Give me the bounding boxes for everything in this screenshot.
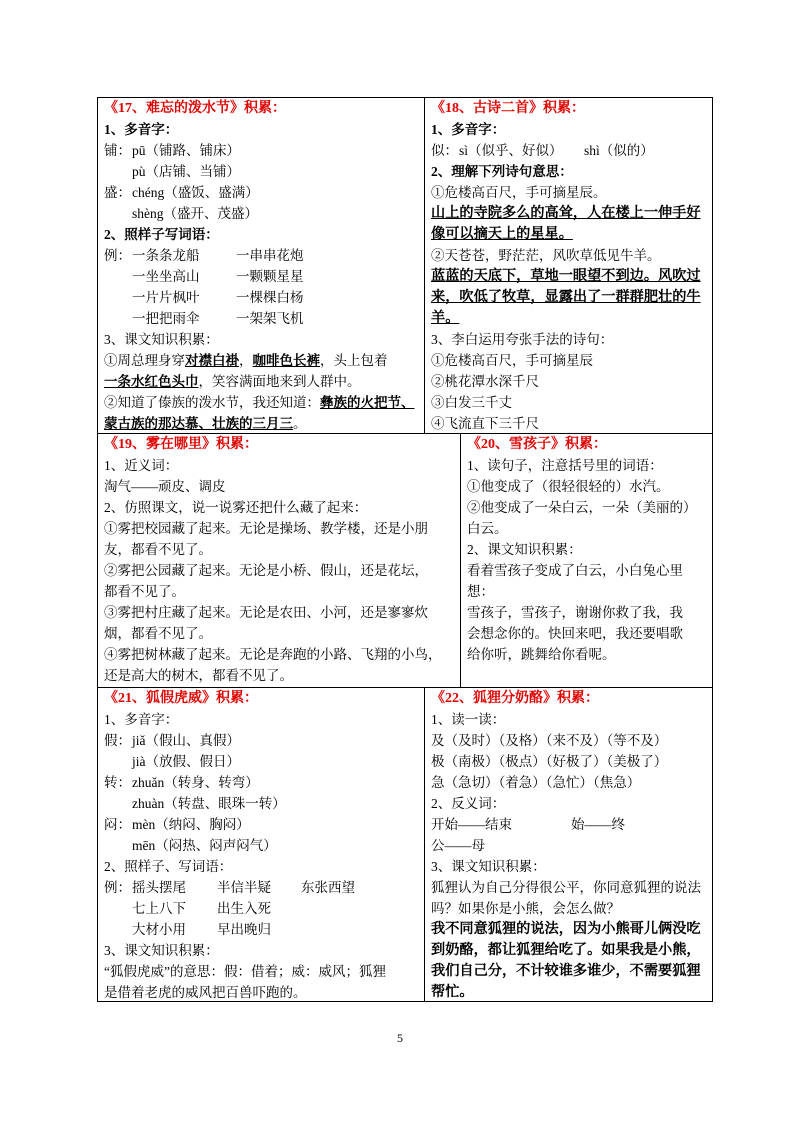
poem-meaning-line: 像可以摘天上的星星。 (431, 226, 573, 242)
read-heading: 1、读句子，注意括号里的词语： (467, 458, 663, 473)
text-run: ，笑容满面地来到人群中。 (198, 374, 361, 389)
lesson20-cell (460, 433, 713, 688)
polyphone-reading: pū（铺路、铺床） (132, 143, 240, 158)
emphasis-run: 蒙古族的那达慕、壮族的三月三 (104, 416, 293, 431)
example-label: 例： (104, 248, 131, 263)
word-row (104, 308, 420, 329)
word: 半信半疑 (217, 880, 271, 895)
text-run: 。 (293, 416, 307, 431)
word: 一颗颗星星 (236, 269, 304, 284)
word: 东张西望 (301, 880, 355, 895)
sentence-line: 烟，都看不见了。 (104, 626, 212, 641)
antonym-pair: 始——终 (571, 817, 625, 832)
knowledge-line: 会想念你的。快回来吧，我还要唱歌 (467, 626, 683, 641)
sentence-line: 都看不见了。 (104, 584, 185, 599)
word-row (104, 287, 420, 308)
answer-line: 我不同意狐狸的说法，因为小熊哥儿俩没吃 (431, 921, 701, 937)
polyphone-jia-line (104, 730, 420, 751)
sentence-line: 还是高大的树木，都看不见了。 (104, 668, 293, 683)
polyphones-heading: 1、多音字： (431, 122, 506, 137)
polyphone-char: 铺： (104, 143, 131, 158)
emphasis-run: 咖啡色长裤 (252, 353, 320, 368)
exaggeration-line: ②桃花潭水深千尺 (431, 374, 539, 389)
polyphone-si-line (431, 140, 708, 161)
knowledge-line: 想： (467, 584, 494, 599)
words-heading: 2、照样子写词语： (104, 227, 219, 242)
emphasis-run: 对襟白褂 (185, 353, 239, 368)
read-heading: 1、读一读： (431, 712, 506, 727)
knowledge-heading: 3、课文知识积累： (104, 943, 219, 958)
polyphone-char: 盛： (104, 185, 131, 200)
lesson20-title: 《20、雪孩子》积累： (467, 437, 607, 452)
lesson21-cell (97, 687, 425, 1002)
sentence-line: ③雾把村庄藏了起来。无论是农田、小河，还是寥寥炊 (104, 605, 428, 620)
sentence-line: 友，都看不见了。 (104, 542, 212, 557)
word: 七上八下 (132, 901, 186, 916)
poem-meaning-line: 羊。 (431, 310, 460, 326)
polyphone-reading: chéng（盛饭、盛满） (132, 185, 259, 200)
antonyms-heading: 2、反义词： (431, 796, 506, 811)
word: 一坐坐高山 (132, 269, 200, 284)
polyphone-reading: zhuǎn（转身、转弯） (132, 775, 259, 790)
sentence-line: ①他变成了（很轻很轻的）水汽。 (467, 479, 670, 494)
polyphone-reading: shì（似的） (584, 143, 654, 158)
knowledge-heading: 2、课文知识积累： (467, 542, 582, 557)
lesson17-title: 《17、难忘的泼水节》积累： (104, 101, 286, 116)
polyphone-zhuan-line (104, 772, 420, 793)
poem-meaning-line: 山上的寺院多么的高耸，人在楼上一伸手好 (431, 205, 701, 221)
sentence-line: 白云。 (467, 521, 508, 536)
word-row (104, 245, 420, 266)
question-line: 吗？如果你是小熊，会怎么做？ (431, 901, 620, 916)
word: 一片片枫叶 (132, 290, 200, 305)
word-row (104, 266, 420, 287)
polyphone-char: 闷： (104, 817, 131, 832)
knowledge-line: “狐假虎威”的意思：假：借着；威：威风；狐狸 (104, 964, 386, 979)
synonyms-line: 淘气——顽皮、调皮 (104, 479, 226, 494)
example-label: 例： (104, 880, 131, 895)
sentence-line: ④雾把树林藏了起来。无论是奔跑的小路、飞翔的小鸟， (104, 647, 442, 662)
poem-line: ①危楼高百尺，手可摘星辰。 (431, 185, 607, 200)
poem-meaning-line: 来，吹低了牧草，显露出了一群群肥壮的牛 (431, 289, 701, 305)
sentence-line: ②他变成了一朵白云，一朵（美丽的） (467, 500, 697, 515)
exaggeration-line: ③白发三千丈 (431, 395, 512, 410)
polyphone-men-line (104, 814, 420, 835)
read-row: 极（南极）（极点）（好极了）（美极了） (431, 754, 668, 769)
polyphone-reading: jià（放假、假日） (132, 754, 240, 769)
word-row (104, 898, 420, 919)
antonym-row (431, 814, 708, 835)
meaning-heading: 2、理解下列诗句意思： (431, 164, 573, 179)
word-row (104, 877, 420, 898)
text-run: ②知道了傣族的泼水节，我还知道： (104, 395, 320, 410)
polyphone-reading: pù（店铺、当铺） (132, 164, 240, 179)
lesson22-cell (424, 687, 713, 1002)
lesson19-cell (97, 433, 461, 688)
words-heading: 2、照样子、写词语： (104, 859, 233, 874)
polyphone-reading: zhuàn（转盘、眼珠一转） (132, 796, 286, 811)
word-row (104, 919, 420, 940)
polyphone-reading: mèn（纳闷、胸闷） (132, 817, 250, 832)
sentence-line: ②雾把公园藏了起来。无论是小桥、假山，还是花坛， (104, 563, 428, 578)
exaggeration-heading: 3、李白运用夸张手法的诗句： (431, 332, 614, 347)
lesson17-cell (97, 97, 425, 434)
polyphone-reading: sì（似乎、好似） (459, 143, 563, 158)
knowledge-line: 给你听，跳舞给你看呢。 (467, 647, 616, 662)
word: 摇头摆尾 (132, 880, 186, 895)
lesson22-title: 《22、狐狸分奶酪》积累： (431, 691, 599, 706)
answer-line: 我们自己分，不计较谁多谁少，不需要狐狸 (431, 963, 701, 979)
synonyms-heading: 1、近义词： (104, 458, 179, 473)
lesson18-title: 《18、古诗二首》积累： (431, 101, 585, 116)
text-run: ，头上包着 (320, 353, 388, 368)
knowledge-item2-line (104, 392, 420, 413)
emphasis-run: 彝族的火把节、 (320, 395, 415, 410)
page-number: 5 (397, 1031, 403, 1045)
word: 一棵棵白杨 (236, 290, 304, 305)
knowledge-line: 雪孩子，雪孩子，谢谢你救了我，我 (467, 605, 683, 620)
polyphones-heading: 1、多音字： (104, 122, 179, 137)
word: 早出晚归 (217, 922, 271, 937)
knowledge-heading: 3、课文知识积累： (431, 859, 546, 874)
polyphone-char: 似： (431, 143, 458, 158)
knowledge-line: 看着雪孩子变成了白云，小白兔心里 (467, 563, 683, 578)
poem-line: ②天苍苍，野茫茫，风吹草低见牛羊。 (431, 248, 661, 263)
word: 一架架飞机 (236, 311, 304, 326)
antonym-pair: 开始——结束 (431, 817, 512, 832)
exaggeration-line: ①危楼高百尺，手可摘星辰 (431, 353, 593, 368)
text-run: ， (239, 353, 253, 368)
question-line: 狐狸认为自己分得很公平，你同意狐狸的说法 (431, 880, 701, 895)
polyphone-pu-line (104, 140, 420, 161)
word: 一串串花炮 (236, 248, 304, 263)
word: 大材小用 (132, 922, 186, 937)
sentence-line: ①雾把校园藏了起来。无论是操场、教学楼，还是小朋 (104, 521, 428, 536)
read-row: 及（及时）（及格）（来不及）（等不及） (431, 733, 668, 748)
knowledge-item2-line (104, 413, 420, 434)
word: 一条条龙船 (132, 248, 200, 263)
antonym-pair: 公——母 (431, 838, 485, 853)
knowledge-heading: 3、课文知识积累： (104, 332, 219, 347)
polyphone-char: 假： (104, 733, 131, 748)
polyphones-heading: 1、多音字： (104, 712, 179, 727)
word: 一把把雨伞 (132, 311, 200, 326)
knowledge-item1-line (104, 371, 420, 392)
polyphone-reading: shèng（盛开、茂盛） (132, 206, 258, 221)
polyphone-reading: mēn（闷热、闷声闷气） (132, 838, 277, 853)
polyphone-reading: jiǎ（假山、真假） (132, 733, 240, 748)
text-run: ①周总理身穿 (104, 353, 185, 368)
poem-meaning-line: 蓝蓝的天底下，草地一眼望不到边。风吹过 (431, 268, 701, 284)
answer-line: 帮忙。 (431, 984, 474, 1000)
lesson19-title: 《19、雾在哪里》积累： (104, 437, 258, 452)
polyphone-sheng-line (104, 182, 420, 203)
lesson18-cell (424, 97, 713, 434)
exaggeration-line: ④飞流直下三千尺 (431, 416, 539, 431)
knowledge-item1-line (104, 350, 420, 371)
answer-line: 到奶酪，都让狐狸给吃了。如果我是小熊， (431, 942, 701, 958)
lesson21-title: 《21、狐假虎威》积累： (104, 691, 258, 706)
word: 出生入死 (217, 901, 271, 916)
emphasis-run: 一条水红色头巾 (104, 374, 199, 389)
polyphone-char: 转： (104, 775, 131, 790)
imitate-heading: 2、仿照课文，说一说雾还把什么藏了起来： (104, 500, 368, 515)
knowledge-line: 是借着老虎的威风把百兽吓跑的。 (104, 985, 307, 1000)
read-row: 急（急切）（着急）（急忙）（焦急） (431, 775, 641, 790)
